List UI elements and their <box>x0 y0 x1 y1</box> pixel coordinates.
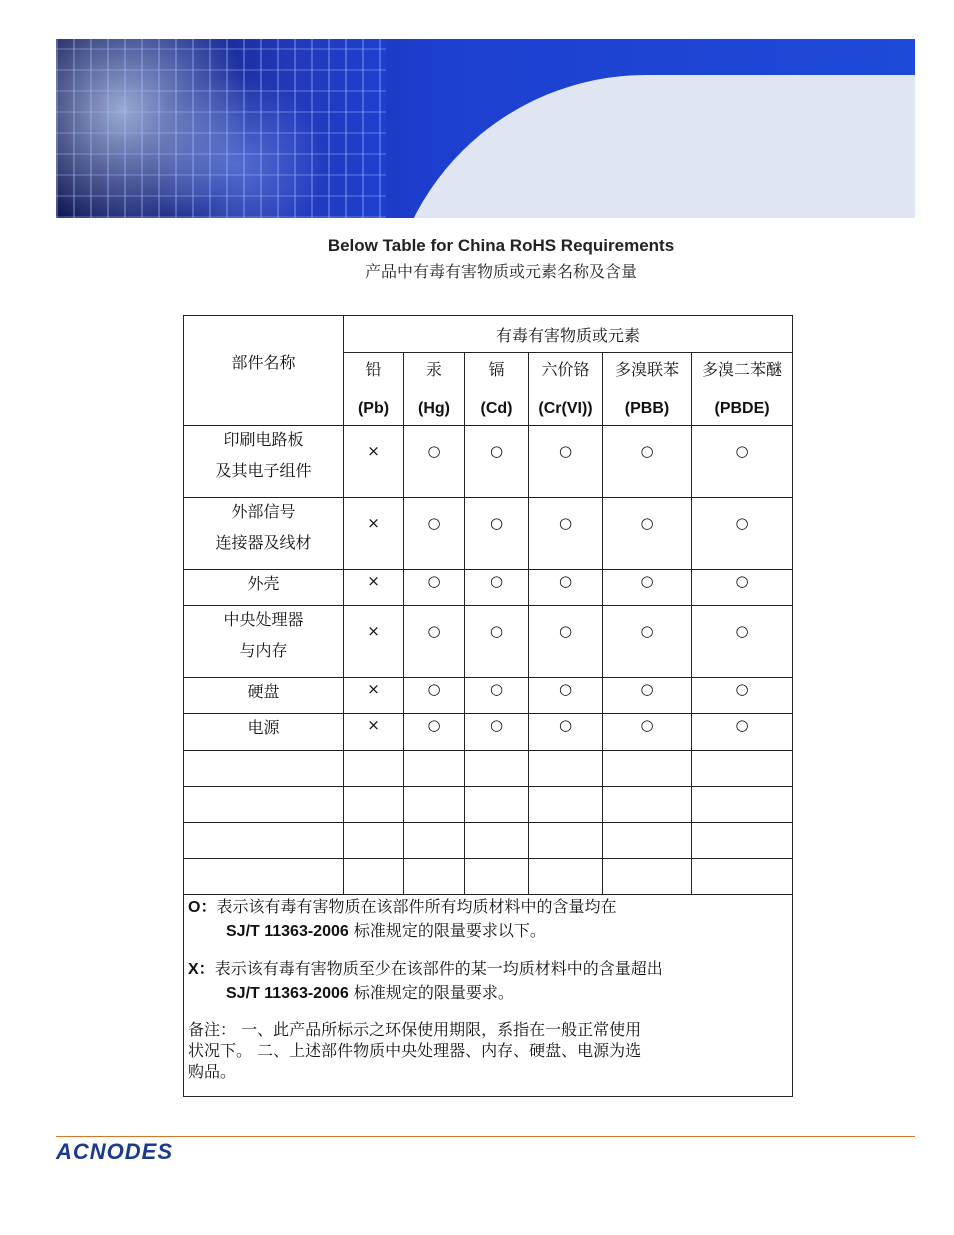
empty-cell <box>603 859 692 895</box>
empty-cell <box>529 751 603 787</box>
x-label: X： <box>188 961 215 978</box>
part-name-cell <box>184 570 344 606</box>
part-name-cell <box>184 678 344 714</box>
title-chinese: 产品中有毒有害物质或元素名称及含量 <box>364 262 637 281</box>
substance-mark: × <box>344 498 404 570</box>
part-name-line: 及其电子组件 <box>215 461 312 480</box>
substance-mark: ○ <box>603 714 692 751</box>
substance-mark: ○ <box>529 606 603 678</box>
part-name-line: 连接器及线材 <box>215 533 312 552</box>
substance-mark: ○ <box>465 714 529 751</box>
part-name-line: 硬盘 <box>247 682 280 701</box>
empty-cell <box>404 859 465 895</box>
substance-mark: ○ <box>404 498 465 570</box>
element-symbol: (Hg) <box>418 400 450 417</box>
empty-cell <box>603 751 692 787</box>
substance-mark: ○ <box>404 714 465 751</box>
element-symbol: (Cr(VI)) <box>538 400 593 417</box>
element-header <box>344 353 404 426</box>
empty-cell <box>692 751 793 787</box>
substance-mark: ○ <box>465 570 529 606</box>
element-name-cn: 汞 <box>425 360 442 379</box>
header-banner <box>56 39 915 218</box>
empty-cell <box>692 859 793 895</box>
substance-mark: ○ <box>692 678 793 714</box>
empty-cell <box>529 787 603 823</box>
empty-cell <box>529 859 603 895</box>
element-symbol: (PBB) <box>624 400 670 417</box>
x-standard: SJ/T 11363-2006 <box>226 985 349 1002</box>
element-name-cn: 多溴二苯醚 <box>702 360 783 379</box>
part-name-cell <box>184 606 344 678</box>
substance-mark: ○ <box>465 426 529 498</box>
part-name-header: 部件名称 <box>184 316 344 426</box>
substance-mark: ○ <box>603 426 692 498</box>
notes-cell <box>184 895 793 1097</box>
substance-mark: ○ <box>404 426 465 498</box>
part-name-line: 中央处理器 <box>223 610 304 629</box>
empty-cell <box>404 751 465 787</box>
part-name-line: 电源 <box>247 718 280 737</box>
substance-mark: ○ <box>603 606 692 678</box>
element-symbol: (Pb) <box>357 400 390 417</box>
substance-mark: ○ <box>465 498 529 570</box>
part-name-cell <box>184 498 344 570</box>
o-tail: 标准规定的限量要求以下。 <box>353 921 546 940</box>
part-name-line: 外部信号 <box>231 502 296 521</box>
empty-cell <box>465 751 529 787</box>
o-text: 表示该有毒有害物质在该部件所有均质材料中的含量均在 <box>216 897 617 916</box>
substance-mark: ○ <box>692 570 793 606</box>
substance-mark: × <box>344 678 404 714</box>
element-header <box>465 353 529 426</box>
table-row <box>184 678 793 714</box>
part-name-line: 外壳 <box>247 574 280 593</box>
empty-cell <box>184 859 344 895</box>
table-row <box>184 426 793 498</box>
substance-mark: ○ <box>603 570 692 606</box>
x-tail: 标准规定的限量要求。 <box>353 983 514 1002</box>
empty-row <box>184 823 793 859</box>
table-row <box>184 714 793 751</box>
empty-cell <box>344 787 404 823</box>
part-name-cell <box>184 714 344 751</box>
empty-cell <box>404 823 465 859</box>
substance-mark: ○ <box>465 606 529 678</box>
notes-row <box>184 895 793 1097</box>
substance-mark: ○ <box>692 426 793 498</box>
substance-mark: ○ <box>603 498 692 570</box>
substance-mark: ○ <box>692 606 793 678</box>
element-symbol: (Cd) <box>480 400 513 417</box>
substance-mark: ○ <box>529 426 603 498</box>
substance-mark: × <box>344 606 404 678</box>
empty-cell <box>529 823 603 859</box>
element-header <box>692 353 793 426</box>
part-name-line: 与内存 <box>239 641 288 660</box>
substance-mark: ○ <box>404 570 465 606</box>
element-header <box>529 353 603 426</box>
element-name-cn: 多溴联苯 <box>614 360 679 379</box>
table-row <box>184 570 793 606</box>
footer-divider <box>56 1136 915 1137</box>
substance-mark: × <box>344 570 404 606</box>
empty-cell <box>692 823 793 859</box>
part-name-line: 印刷电路板 <box>223 430 304 449</box>
o-standard: SJ/T 11363-2006 <box>226 923 349 940</box>
banner-curve <box>386 75 915 218</box>
empty-cell <box>465 823 529 859</box>
substance-mark: ○ <box>404 678 465 714</box>
empty-cell <box>603 787 692 823</box>
substance-mark: ○ <box>692 498 793 570</box>
table-row <box>184 606 793 678</box>
empty-cell <box>404 787 465 823</box>
empty-cell <box>465 859 529 895</box>
empty-cell <box>184 823 344 859</box>
substance-mark: ○ <box>529 714 603 751</box>
empty-cell <box>465 787 529 823</box>
title-english: Below Table for China RoHS Requirements <box>327 236 675 255</box>
o-label: O： <box>188 899 217 916</box>
substance-mark: ○ <box>603 678 692 714</box>
acnodes-logo: ACNODES <box>56 1139 174 1164</box>
substance-mark: × <box>344 714 404 751</box>
empty-cell <box>184 787 344 823</box>
empty-cell <box>344 859 404 895</box>
empty-cell <box>344 751 404 787</box>
element-header <box>404 353 465 426</box>
empty-cell <box>344 823 404 859</box>
x-text: 表示该有毒有害物质至少在该部件的某一均质材料中的含量超出 <box>214 959 663 978</box>
substance-mark: ○ <box>529 678 603 714</box>
substance-mark: ○ <box>404 606 465 678</box>
empty-cell <box>692 787 793 823</box>
substance-mark: ○ <box>529 570 603 606</box>
table-row <box>184 498 793 570</box>
substance-mark: ○ <box>529 498 603 570</box>
remark-line: 状况下。 二、上述部件物质中央处理器、内存、硬盘、电源为选 <box>188 1041 642 1060</box>
rohs-table <box>183 315 793 1097</box>
empty-cell <box>603 823 692 859</box>
element-name-cn: 镉 <box>488 360 505 379</box>
substance-mark: ○ <box>465 678 529 714</box>
empty-row <box>184 751 793 787</box>
element-name-cn: 铅 <box>365 360 382 379</box>
element-header <box>603 353 692 426</box>
remark-line: 购品。 <box>188 1062 237 1081</box>
element-symbol: (PBDE) <box>714 400 770 417</box>
substance-mark: ○ <box>692 714 793 751</box>
empty-cell <box>184 751 344 787</box>
empty-row <box>184 859 793 895</box>
substance-mark: × <box>344 426 404 498</box>
remark-line: 备注： 一、此产品所标示之环保使用期限，系指在一般正常使用 <box>188 1020 642 1039</box>
part-name-cell <box>184 426 344 498</box>
substance-group-header: 有毒有害物质或元素 <box>344 316 793 353</box>
empty-row <box>184 787 793 823</box>
circuit-board-image <box>56 39 386 218</box>
element-name-cn: 六价铬 <box>541 360 590 379</box>
